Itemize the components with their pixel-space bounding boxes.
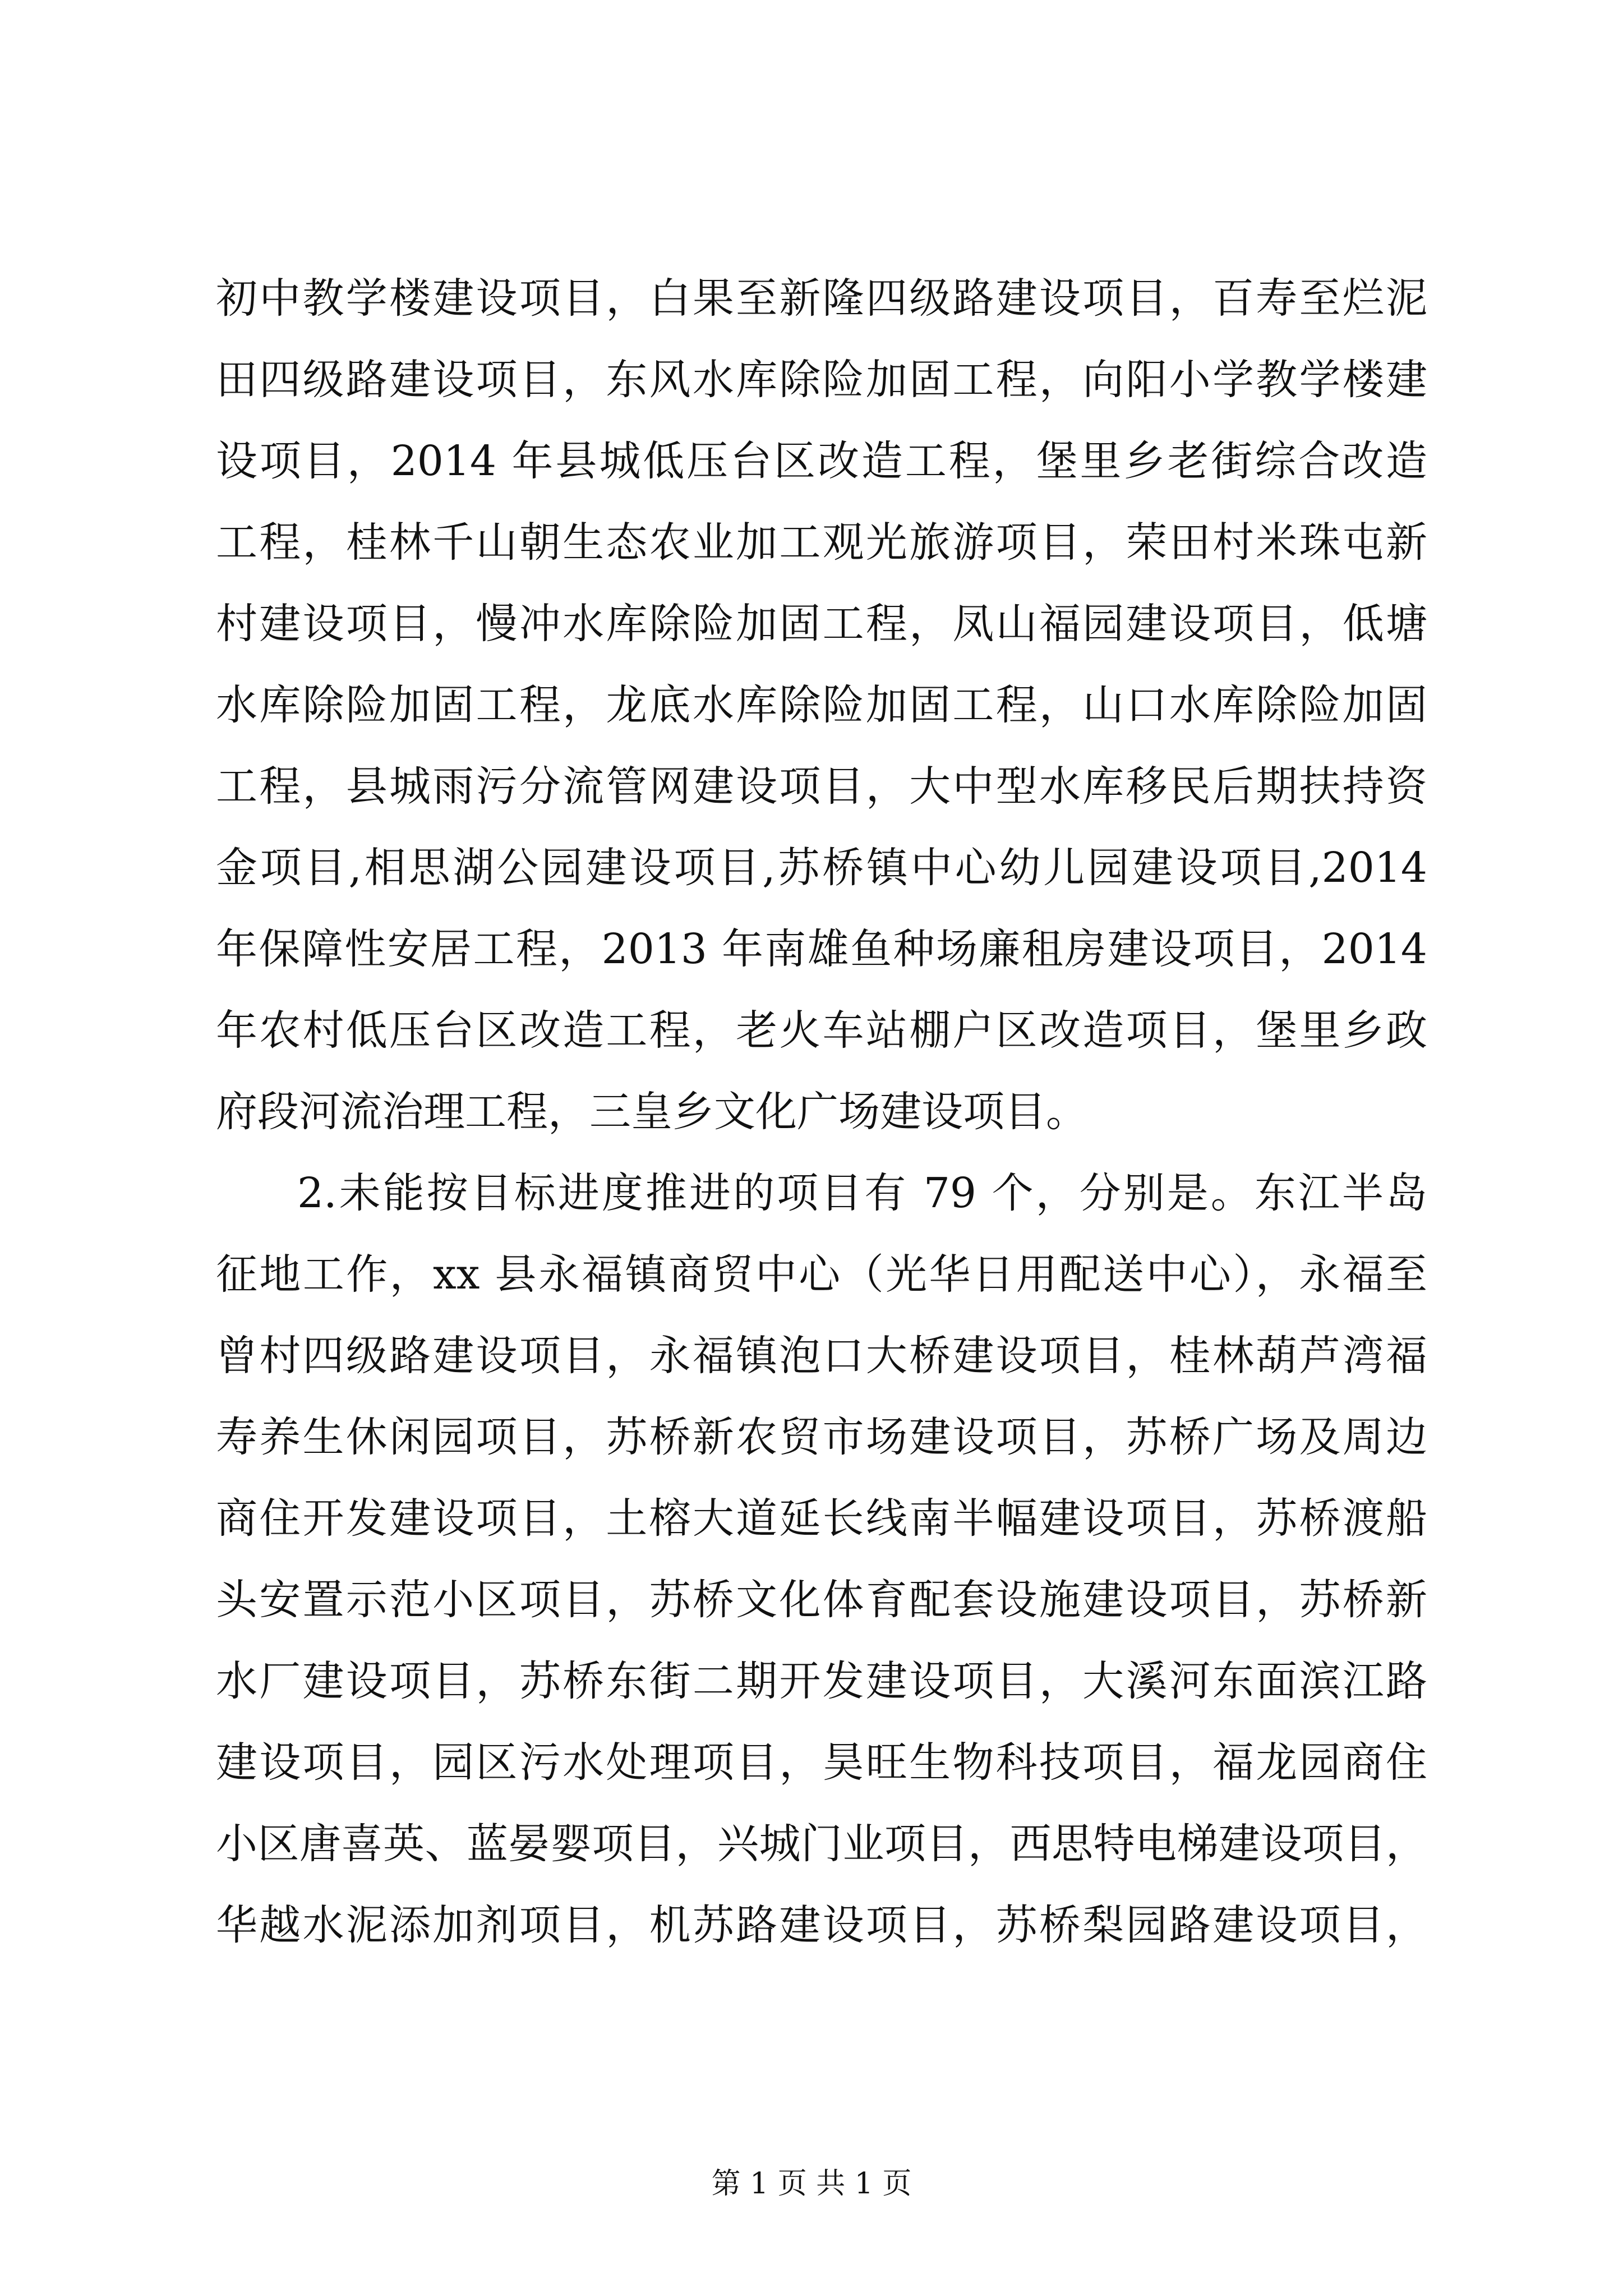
document-body: [216, 258, 1427, 1966]
paragraph-delayed-projects: [216, 1153, 1427, 1966]
text-line: 村建设项目，慢冲水库除险加固工程，凤山福园建设项目，低塘: [216, 600, 1427, 648]
text-line: 府段河流治理工程，三皇乡文化广场建设项目。: [216, 1088, 1087, 1136]
page-number-footer: 第 1 页 共 1 页: [711, 2167, 912, 2201]
text-line: 设项目，2014 年县城低压台区改造工程，堡里乡老街综合改造: [216, 437, 1427, 485]
text-line: 田四级路建设项目，东风水库除险加固工程，向阳小学教学楼建: [216, 356, 1427, 404]
text-line: 工程，县城雨污分流管网建设项目，大中型水库移民后期扶持资: [216, 762, 1427, 811]
text-line: 建设项目，园区污水处理项目，昊旺生物科技项目，福龙园商住: [216, 1738, 1427, 1787]
text-line: 水库除险加固工程，龙底水库除险加固工程，山口水库除险加固: [216, 681, 1427, 729]
text-line: 年农村低压台区改造工程，老火车站棚户区改造项目，堡里乡政: [216, 1006, 1427, 1055]
text-line: 头安置示范小区项目，苏桥文化体育配套设施建设项目，苏桥新: [216, 1576, 1427, 1624]
text-line: 曾村四级路建设项目，永福镇泡口大桥建设项目，桂林葫芦湾福: [216, 1332, 1427, 1380]
text-line: 水厂建设项目，苏桥东街二期开发建设项目，大溪河东面滨江路: [216, 1657, 1427, 1705]
text-line: 小区唐喜英、蓝晏婴项目，兴城门业项目，西思特电梯建设项目，: [216, 1820, 1427, 1868]
paragraph-completed-projects: [216, 258, 1427, 1153]
text-line: 年保障性安居工程，2013 年南雄鱼种场廉租房建设项目，2014: [216, 925, 1427, 973]
text-line: 华越水泥添加剂项目，机苏路建设项目，苏桥梨园路建设项目，: [216, 1901, 1427, 1949]
text-line: 工程，桂林千山朝生态农业加工观光旅游项目，荣田村米珠屯新: [216, 518, 1427, 567]
text-line: 初中教学楼建设项目，白果至新隆四级路建设项目，百寿至烂泥: [216, 274, 1427, 323]
text-line: 寿养生休闲园项目，苏桥新农贸市场建设项目，苏桥广场及周边: [216, 1413, 1427, 1461]
text-line: 商住开发建设项目，土榕大道延长线南半幅建设项目，苏桥渡船: [216, 1494, 1427, 1543]
text-line: 2.未能按目标进度推进的项目有 79 个，分别是。东江半岛: [297, 1169, 1427, 1217]
text-line: 征地工作，xx 县永福镇商贸中心（光华日用配送中心），永福至: [216, 1250, 1427, 1299]
text-line: 金项目,相思湖公园建设项目,苏桥镇中心幼儿园建设项目,2014: [216, 844, 1427, 892]
